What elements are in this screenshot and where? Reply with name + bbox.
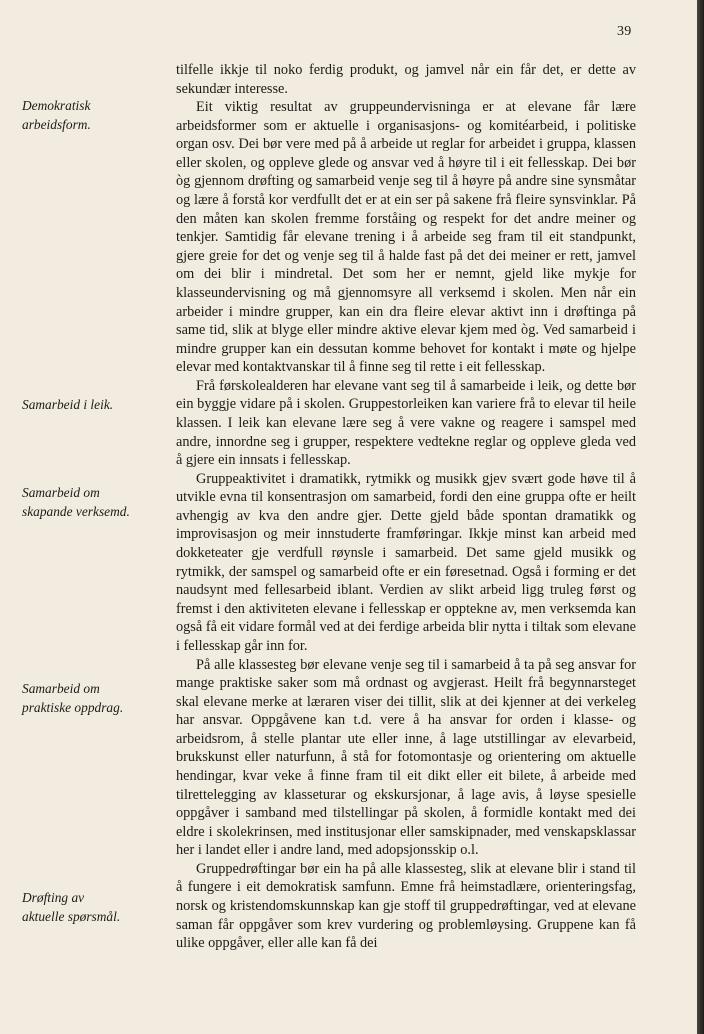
paragraph: Gruppeaktivitet i dramatikk, rytmikk og musikk gjev svært gode høve til å utvikle evna til konsentrasjon om samarbeid, fordi den eine gruppa ofte er heilt avhengig av kva den andre gjer. Dette gjeld både spontan dramatikk og improvisasjon og meir innstuderte framføringar. Ikkje minst kan arbeid med dokketeater gje verdfull røynsle i samarbeid. Det same gjeld musikk og rytmikk, der samspel og samarbeid ofte er ein føresetnad. Også i forming er det naudsynt med fellesarbeid iblant. Verdien av slikt arbeid ligg truleg først og fremst i den aktiviteten elevane i fellesskap er opptekne av, men verksemda kan også få eit vidare formål ved at dei ferdige arbeida blir nytta i tiltak som elevane i fellesskap går inn for. — [176, 470, 636, 654]
margin-note-line: Samarbeid om — [22, 681, 100, 696]
margin-note-demokratisk-arbeidsform — [22, 97, 162, 134]
margin-note-drofting — [22, 889, 162, 926]
margin-note-line: Drøfting av — [22, 890, 85, 905]
margin-note-line: aktuelle spørsmål. — [22, 908, 121, 924]
margin-note-samarbeid-leik — [22, 396, 162, 415]
margin-note-line: Demokratisk — [22, 98, 91, 113]
page-edge-shadow — [697, 0, 704, 1034]
margin-note-line: Samarbeid i leik. — [22, 397, 114, 412]
margin-note-line: Samarbeid om — [22, 485, 100, 500]
paragraph: På alle klassesteg bør elevane venje seg til i samarbeid å ta på seg ansvar for mange praktiske saker som må ordnast og avgjerast. Heilt frå begynnarsteget skal elevane merke at læraren viser dei tillit, slik at dei kjenner at dei verkeleg har ansvar. Oppgåvene kan t.d. vere å ha ansvar for orden i klasse- og arbeidsrom, å stelle plantar ute eller inne, å lage utstillingar av elevarbeid, brukskunst eller naturfunn, å stå for fotomontasje og orientering om aktuelle hendingar, kvar veke å finne fram til eit dikt eller eit bilete, å arbeide med tilrettelegging av klasseturar og ekskursjonar, å lage avis, å løyse spesielle oppgåver i samband med tilstellingar på skolen, å formidle kontakt med dei eldre i skolekrinsen, med institusjonar eller samskipnader, med venskapsklassar her i landet eller i andre land, med adopsjonsskip o.l. — [176, 656, 636, 859]
paragraph: tilfelle ikkje til noko ferdig produkt, og jamvel når ein får det, er dette av sekundær interesse. — [176, 62, 636, 97]
margin-note-skapande-verksemd — [22, 484, 162, 521]
margin-note-line: praktiske oppdrag. — [22, 699, 124, 715]
body-text — [176, 61, 636, 953]
margin-note-praktiske-oppdrag — [22, 680, 162, 717]
margin-note-line: skapande verksemd. — [22, 503, 130, 519]
paragraph: Gruppedrøftingar bør ein ha på alle klassesteg, slik at elevane blir i stand til å fungere i eit demokratisk samfunn. Emne frå heimstadlære, orienteringsfag, norsk og kristendomskunnskap kan gje stoff til gruppedrøftingar, ved at elevane saman får oppgåver som krev vurdering og problemløysing. Gruppene kan få ulike oppgåver, eller alle kan få dei — [176, 860, 636, 952]
paragraph: Frå førskolealderen har elevane vant seg til å samarbeide i leik, og dette bør ein byggje vidare på i skolen. Gruppestorleiken kan variere frå to elevar til heile klassen. I leik kan elevane lære seg å vere vakne og reagere i samspel med andre, innordne seg i grupper, respektere vedtekne reglar og oppleve gleda ved å gjere ein innsats i fellesskap. — [176, 377, 636, 469]
paragraph: Eit viktig resultat av gruppeundervisninga er at elevane får lære arbeidsformer som er aktuelle i organisasjons- og komitéarbeid, i politiske organ osv. Dei bør vere med på å arbeide ut reglar for arbeidet i gruppa, klassen eller skolen, og oppleve glede og ansvar ved å høyre til i eit fellesskap. Dei bør òg gjennom drøfting og samarbeid venje seg til å høyre på andre sine synsmåtar og lære å forstå kor verdfullt det er at ein ser på sakene frå fleire synsvinklar. På den måten kan skolen fremme forståing og respekt for det andre meiner og tenkjer. Samtidig får elevane trening i å arbeide seg fram til eit standpunkt, gjere greie for det og venje seg til å halde fast på det dei meiner er rett, jamvel om dei blir i mindretal. Det som her er nemnt, gjeld like mykje for klasseundervisning og må gjennomsyre all verksemd i skolen. Men når ein arbeider i mindre grupper, kan ein dra fleire elevar aktivt inn i drøftinga på same tid, slik at blyge eller mindre aktive elevar kjem med òg. Ved samarbeid i mindre grupper kan ein dessutan komme behovet for kontakt i møte og hjelpe elevar med kontaktvanskar til å finne seg til rette i eit fellesskap. — [176, 99, 636, 376]
page-number: 39 — [617, 24, 632, 39]
margin-note-line: arbeidsform. — [22, 116, 91, 132]
